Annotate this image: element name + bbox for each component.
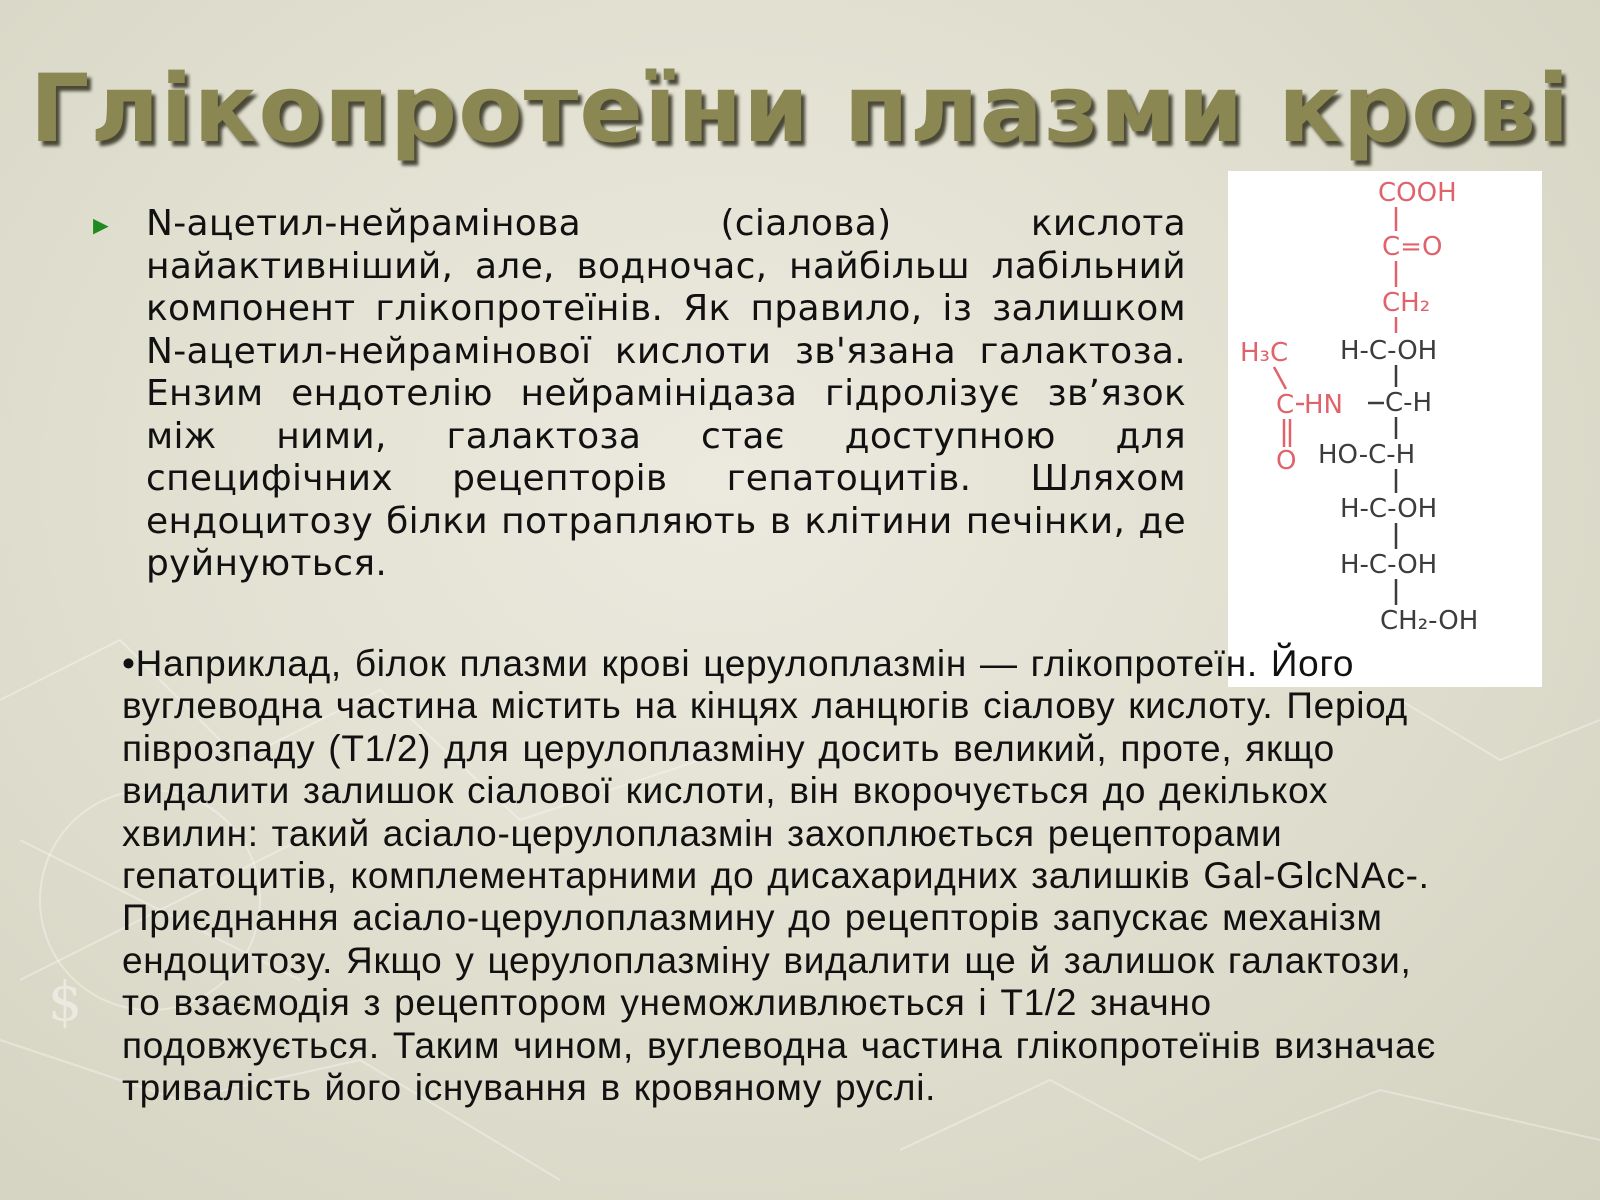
formula-c-eq-o: C=O [1382,232,1443,262]
formula-row-1: H-C-OH [1340,336,1438,366]
bullet-arrow-icon: ► [88,210,114,240]
formula-acetyl-o: O [1276,446,1297,476]
formula-row-4: H-C-OH [1340,494,1438,524]
formula-row-5: H-C-OH [1340,550,1438,580]
formula-cooh: COOH [1378,178,1457,208]
formula-row-6: CH₂-OH [1380,606,1479,636]
formula-acetyl-c: C [1276,390,1295,420]
formula-h3c: H₃C [1240,338,1289,368]
formula-row-3: HO-C-H [1318,440,1416,470]
decor-dollar-icon: $ [48,970,83,1033]
formula-ch2: CH₂ [1382,288,1431,318]
sialic-acid-structure-formula [1228,171,1542,687]
paragraph-sialic-acid: N-ацетил-нейрамінова (сіалова) кислота найактивніший, але, водночас, найбільш лабільний компонент глікопротеїнів. Як правило, із залишком N-ацетил-нейрамінової кислоти зв'язана галактоза. Ензим ендотелію нейрамінідаза гідролізує зв’язок між ними, галактоза стає доступною для специфічних рецепторів гепатоцитів. Шляхом ендоцитозу білки потрапляють в клітини печінки, де руйнуються. [146,203,1186,584]
formula-hn: HN [1304,390,1343,420]
formula-row-2: C-H [1385,388,1433,418]
paragraph-ceruloplasmin-example: •Наприклад, білок плазми крові церулоплазмін — глікопротеїн. Його вуглеводна частина містить на кінцях ланцюгів сіалову кислоту. Період піврозпаду (Т1/2) для церулоплазміну досить великий, проте, якщо видалити залишок сіалової кислоти, він вкорочується до декількох хвилин: такий асіало-церулоплазмін захоплюється рецепторами гепатоцитів, комплементарними до дисахаридних залишків Gal-GlcNAc-. Приєднання асіало-церулоплазмину до рецепторів запускає механізм ендоцитозу. Якщо у церулоплазміну видалити ще й залишок галактози, то взаємодія з рецептором унеможливлюється і Т1/2 значно подовжується. Таким чином, вуглеводна частина глікопротеїнів визначає тривалість його існування в кровяному руслі. [122,643,1436,1109]
slide-title: Глікопротеїни плазми крові [29,55,1571,164]
